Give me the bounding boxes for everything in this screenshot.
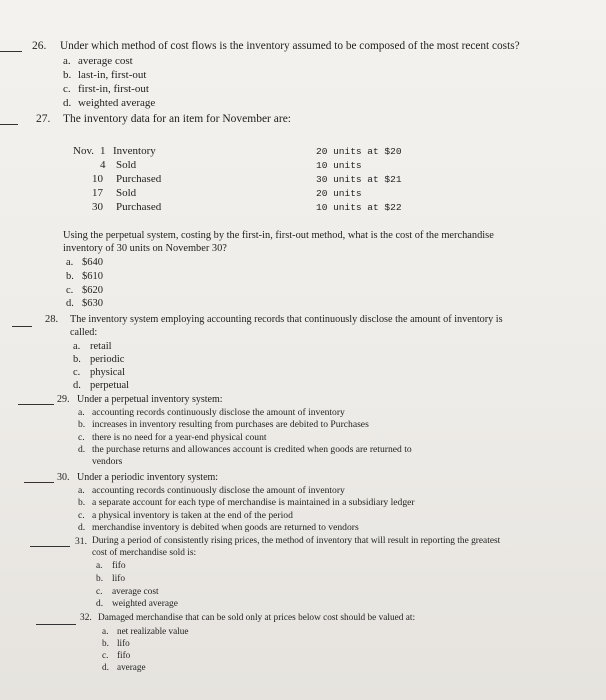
answer-blank-31[interactable] [30,546,70,547]
option-letter: d. [78,444,86,455]
question-text: cost of merchandise sold is: [92,548,197,558]
option-letter: a. [73,341,81,352]
inventory-qty: 20 units at $20 [316,146,402,157]
option-text: increases in inventory resulting from purchases are debited to Purchases [92,419,369,430]
option-letter: d. [73,380,81,391]
inventory-qty: 30 units at $21 [316,174,402,185]
option-letter: a. [66,257,74,268]
question-text: During a period of consistently rising prices, the method of inventory that will result in reporting the greatest [92,536,501,546]
option-text: accounting records continuously disclose the amount of inventory [92,485,345,496]
question-number: 27. [36,113,51,125]
answer-blank-30[interactable] [24,482,54,483]
option-text: merchandise inventory is debited when goods are returned to vendors [92,522,359,533]
option-letter: b. [102,638,109,648]
option-text: $620 [82,285,103,296]
option-text: accounting records continuously disclose the amount of inventory [92,407,345,418]
inventory-desc: Sold [116,187,137,199]
option-letter: a. [78,485,85,496]
option-text: fifo [112,561,126,571]
inventory-day: 4 [100,159,106,171]
inventory-month: Nov. [73,145,94,157]
option-letter: c. [102,650,109,660]
option-letter: c. [96,587,103,597]
inventory-day: 17 [92,187,103,199]
option-letter: a. [78,407,85,418]
option-letter: b. [63,69,72,81]
inventory-qty: 10 units [316,160,362,171]
inventory-day: 30 [92,201,103,213]
option-letter: a. [96,561,103,571]
question-text: Damaged merchandise that can be sold only at prices below cost should be valued at: [98,613,416,623]
option-letter: b. [78,497,86,508]
option-text: net realizable value [117,626,189,636]
option-letter: c. [78,432,85,443]
answer-blank-32[interactable] [36,624,76,625]
option-text: weighted average [112,599,178,609]
option-text: last-in, first-out [78,69,147,81]
question-followup: Using the perpetual system, costing by the first-in, first-out method, what is the cost of the merchandise [63,230,494,241]
option-letter: b. [96,574,104,584]
question-followup: inventory of 30 units on November 30? [63,243,227,254]
question-number: 29. [57,394,70,405]
question-text: Under a periodic inventory system: [77,472,219,483]
option-text: retail [90,341,112,352]
option-letter: d. [102,662,109,672]
option-text: average [117,662,146,672]
option-text: there is no need for a year-end physical count [92,432,267,443]
option-text-continued: vendors [92,456,123,467]
question-text: The inventory data for an item for November are: [63,113,291,125]
option-text: average cost [112,587,159,597]
inventory-qty: 10 units at $22 [316,202,402,213]
inventory-desc: Sold [116,159,137,171]
option-letter: d. [66,298,74,309]
inventory-desc: Purchased [116,173,162,185]
question-number: 30. [57,472,70,483]
option-text: fifo [117,650,131,660]
inventory-day: 1 [100,145,106,157]
option-letter: d. [63,97,72,109]
answer-blank-26[interactable] [0,51,22,52]
question-text: Under which method of cost flows is the inventory assumed to be composed of the most recent costs? [60,40,520,52]
inventory-desc: Inventory [113,145,156,157]
question-text: Under a perpetual inventory system: [77,394,223,405]
option-text: lifo [117,638,130,648]
inventory-desc: Purchased [116,201,162,213]
option-letter: c. [66,285,74,296]
inventory-day: 10 [92,173,103,185]
option-text: $610 [82,271,103,282]
answer-blank-27[interactable] [0,124,18,125]
option-text: periodic [90,354,125,365]
option-text: a physical inventory is taken at the end of the period [92,510,293,521]
option-letter: b. [73,354,81,365]
question-number: 32. [80,613,92,623]
inventory-qty: 20 units [316,188,362,199]
option-letter: c. [63,83,71,95]
option-text: a separate account for each type of merchandise is maintained in a subsidiary ledger [92,497,415,508]
option-text: physical [90,367,125,378]
option-letter: c. [73,367,81,378]
question-number: 31. [75,536,87,547]
answer-blank-29[interactable] [18,404,54,405]
option-letter: a. [63,55,71,67]
option-text: first-in, first-out [78,83,149,95]
option-letter: d. [96,599,104,609]
question-text: The inventory system employing accounting records that continuously disclose the amount of inventory is [70,314,503,325]
option-text: $640 [82,257,103,268]
question-number: 26. [32,40,47,52]
question-number: 28. [45,314,59,325]
option-text: lifo [112,574,126,584]
option-letter: c. [78,510,85,521]
option-text: weighted average [78,97,156,109]
option-text: $630 [82,298,103,309]
option-text: the purchase returns and allowances account is credited when goods are returned to [92,444,412,455]
option-letter: b. [78,419,86,430]
question-text: called: [70,327,98,338]
option-text: average cost [78,55,133,67]
option-letter: b. [66,271,74,282]
option-text: perpetual [90,380,130,391]
option-letter: d. [78,522,86,533]
option-letter: a. [102,626,109,636]
answer-blank-28[interactable] [12,326,32,327]
